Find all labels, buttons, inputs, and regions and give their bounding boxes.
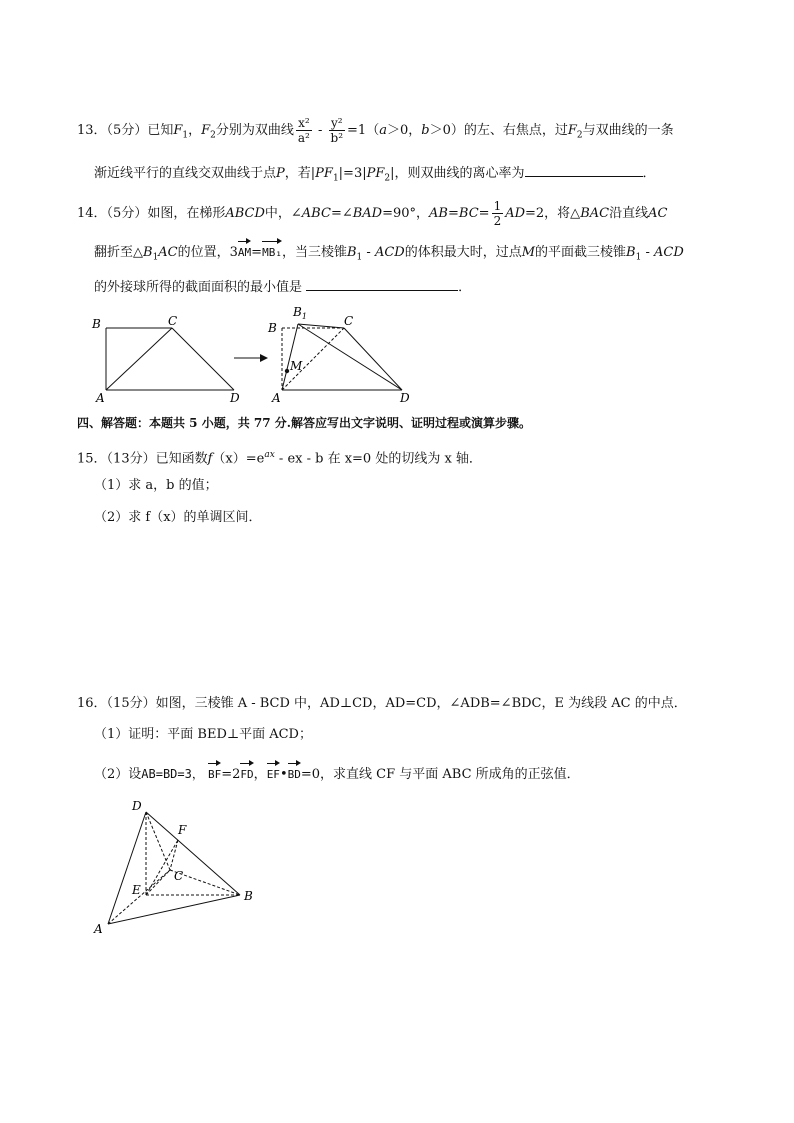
section-heading: 四、解答题：本题共 5 小题，共 77 分.解答应写出文字说明、证明过程或演算步骤。 [77, 416, 531, 430]
q14-figure [88, 304, 428, 408]
q15-part2: （2）求 f（x）的单调区间． [94, 510, 262, 525]
q16-part2: （2）设AB=BD=3， BF=2FD，EF•BD=0，求直线 CF 与平面 ABC 所成角的正弦值． [94, 760, 580, 784]
vector-BF: BF [208, 760, 221, 784]
fraction-y2-b2: $\frac{\text{y²}}{\text{b²}}$ [330, 116, 344, 145]
q14-line3: 的外接球所得的截面面积的最小值是 ． [94, 280, 472, 295]
label-B1: $B_1$ [293, 305, 307, 321]
vector-MB1: MB₁ [262, 238, 282, 262]
label-A: A [96, 391, 105, 405]
label-C: C [174, 869, 184, 883]
label-A: A [94, 922, 103, 936]
q14-line1: 14．（5分）如图，在梯形ABCD中，∠ABC=∠BAD=90°，AB=BC= $\frac{1}{2}$ AD=2，将△BAC沿直线AC [77, 199, 668, 228]
q15-part1: （1）求 a，b 的值； [94, 478, 218, 493]
q13-line1: 13．（5分）已知$F_1$，$F_2$分别为双曲线 $\frac{\text{x²}}{\text{a²}}$ - $\frac{\text{y²}}{\text{b²}}$ =1（a＞0，b＞0）的左、右焦点，过$F_2$与双曲线的一条 [77, 116, 674, 145]
label-B: B [244, 889, 253, 903]
q13-line2: 渐近线平行的直线交双曲线于点P，若$|PF_1|=3|PF_2|$，则双曲线的离心率为 ． [94, 166, 656, 184]
vector-AM: AM [238, 238, 251, 262]
q16-line1: 16．（15分）如图，三棱锥 A - BCD 中，AD⊥CD，AD=CD，∠ADB=∠BDC，E 为线段 AC 的中点． [77, 696, 687, 711]
fraction-one-half: $\frac{1}{2}$ [493, 199, 502, 228]
arrow-icon [234, 354, 268, 362]
label-F: F [178, 823, 187, 837]
q16-figure [88, 790, 268, 940]
label-M: M [290, 359, 303, 373]
trapezoid-ABCD [106, 328, 234, 390]
label-C: C [168, 314, 178, 328]
point-M [285, 369, 289, 373]
label-A-folded: A [272, 391, 281, 405]
label-C-folded: C [344, 314, 354, 328]
q16-part1: （1）证明：平面 BED⊥平面 ACD； [94, 727, 312, 742]
label-D: D [132, 799, 142, 813]
answer-blank-14 [306, 278, 458, 291]
label-B-folded: B [268, 321, 277, 335]
label-E: E [132, 883, 141, 897]
fraction-x2-a2: $\frac{\text{x²}}{\text{a²}}$ [297, 116, 310, 145]
label-D: D [230, 391, 240, 405]
q14-line2: 翻折至$\triangle B_1AC$的位置，3AM=MB₁，当三棱锥$B_1$ - ACD的体积最大时，过点M的平面截三棱锥$B_1$ - ACD [94, 238, 684, 267]
label-D-folded: D [400, 391, 410, 405]
label-B: B [92, 317, 101, 331]
tetrahedron-B1ACD [282, 324, 402, 390]
tetrahedron-ABCD [108, 812, 240, 924]
vector-EF: EF [267, 760, 280, 784]
answer-blank-13 [525, 164, 643, 177]
vector-BD: BD [288, 760, 301, 784]
q15-line1: 15．（13分）已知函数$f(x)=e^{ax}$ - ex - b 在 x=0 处的切线为 x 轴． [77, 450, 482, 467]
vector-FD: FD [240, 760, 253, 784]
